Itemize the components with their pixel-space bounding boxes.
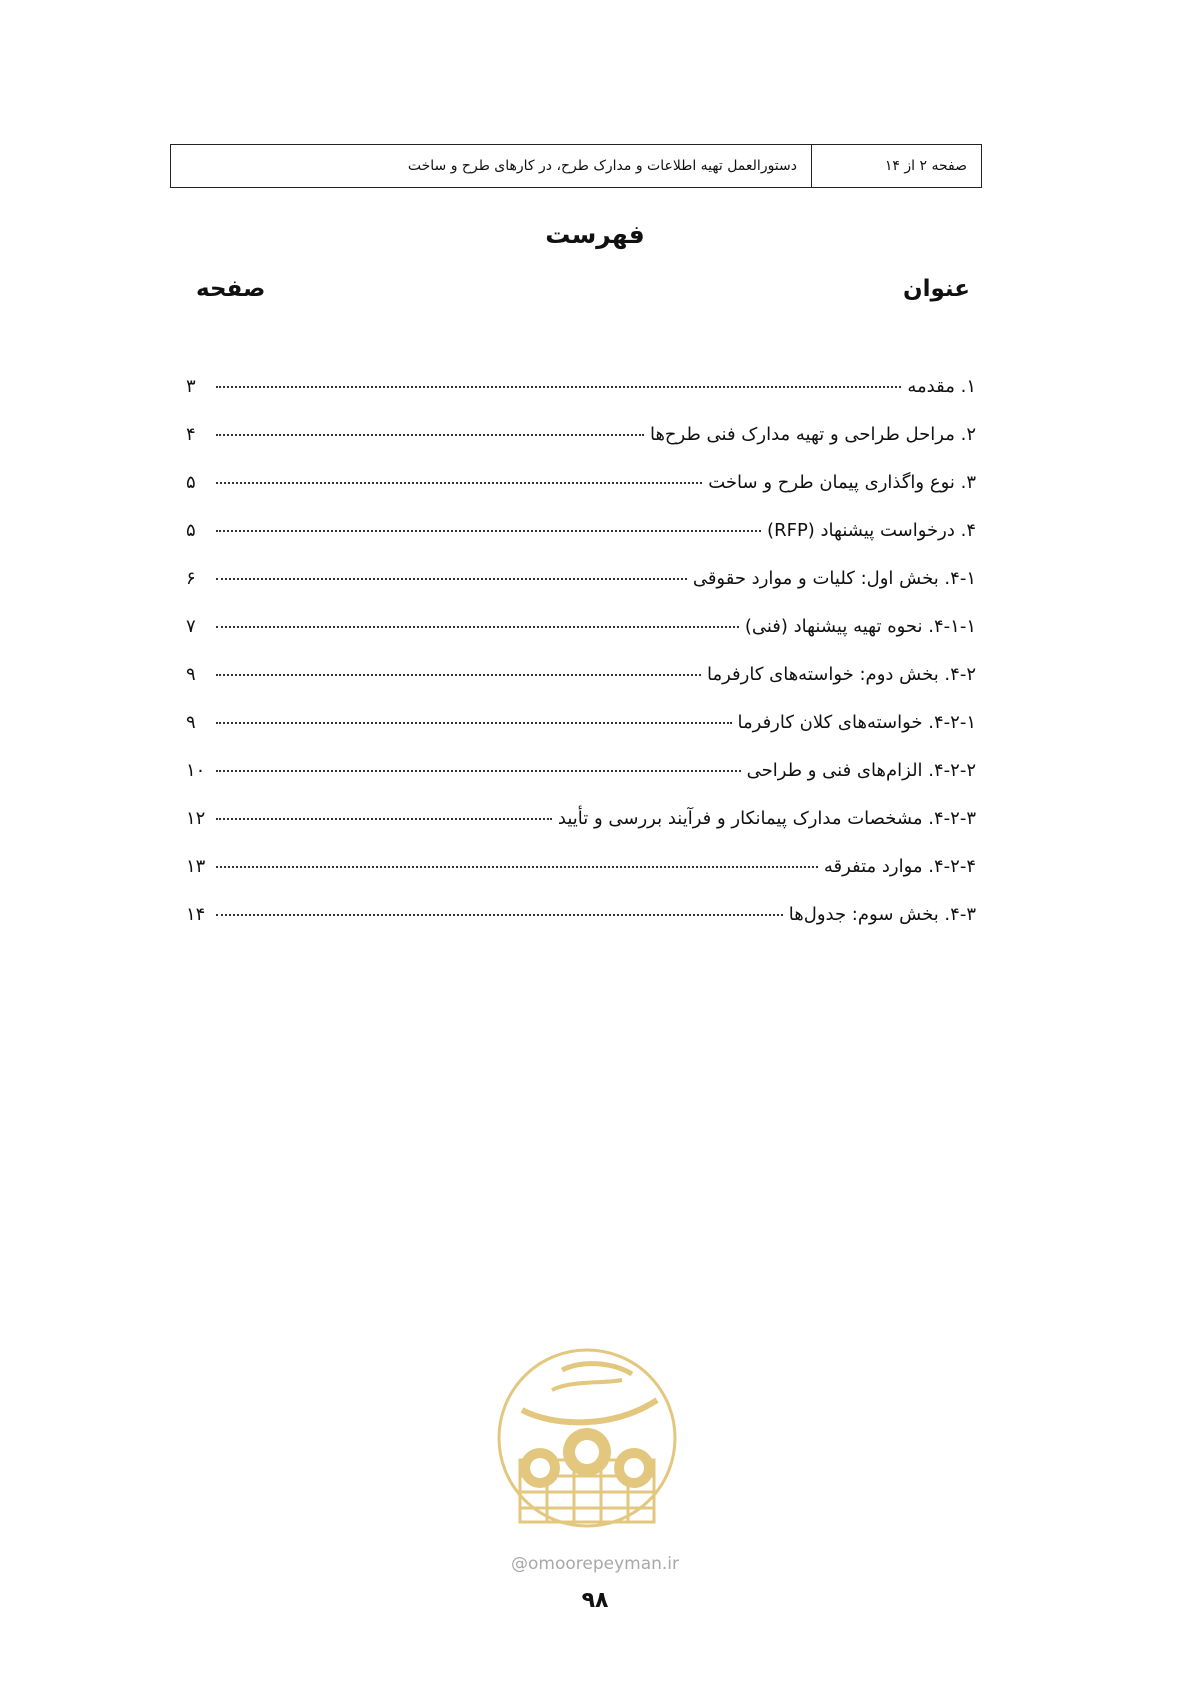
- watermark-url: @omoorepeyman.ir: [510, 1554, 680, 1574]
- toc-dot-leader: [216, 818, 552, 820]
- toc-entry-title: ۴-۳. بخش سوم: جدول‌ها: [788, 904, 976, 925]
- toc-entry[interactable]: [186, 664, 976, 712]
- toc-dot-leader: [216, 434, 644, 436]
- toc-entry[interactable]: [186, 376, 976, 424]
- toc-dot-leader: [216, 770, 741, 772]
- toc-entry-title: ۴-۲-۲. الزام‌های فنی و طراحی: [746, 760, 976, 781]
- page-number: ۹۸: [581, 1588, 609, 1613]
- toc-dot-leader: [216, 386, 901, 388]
- toc-dot-leader: [216, 530, 761, 532]
- toc-dot-leader: [216, 626, 739, 628]
- toc-entry-page: ۹: [186, 664, 196, 685]
- header-table: [170, 144, 982, 188]
- toc-dot-leader: [216, 674, 701, 676]
- toc-dot-leader: [216, 722, 732, 724]
- toc-dot-leader: [216, 866, 818, 868]
- toc-entry[interactable]: [186, 616, 976, 664]
- toc-entry[interactable]: [186, 568, 976, 616]
- toc-entry-title: ۴-۲-۱. خواسته‌های کلان کارفرما: [737, 712, 976, 733]
- toc-heading: فهرست: [545, 220, 645, 249]
- toc-entry[interactable]: [186, 472, 976, 520]
- toc-entry[interactable]: [186, 520, 976, 568]
- toc-entry[interactable]: [186, 856, 976, 904]
- toc-entry-title: ۱. مقدمه: [907, 376, 976, 397]
- toc-entry-page: ۱۳: [186, 856, 206, 877]
- toc-dot-leader: [216, 914, 783, 916]
- watermark-seal-logo: [492, 1340, 682, 1540]
- toc-entry-page: ۳: [186, 376, 196, 397]
- toc-entry-page: ۱۲: [186, 808, 206, 829]
- toc-entry[interactable]: [186, 760, 976, 808]
- toc-entry-title: ۴. درخواست پیشنهاد (RFP): [767, 520, 976, 541]
- toc-entry-title: ۴-۲. بخش دوم: خواسته‌های کارفرما: [706, 664, 976, 685]
- toc-list: [186, 376, 976, 952]
- toc-entry-title: ۴-۱-۱. نحوه تهیه پیشنهاد (فنی): [744, 616, 976, 637]
- toc-entry-title: ۴-۲-۳. مشخصات مدارک پیمانکار و فرآیند بررسی و تأیید: [557, 808, 976, 829]
- toc-page-column-label: صفحه: [196, 276, 266, 302]
- toc-entry[interactable]: [186, 808, 976, 856]
- toc-dot-leader: [216, 482, 702, 484]
- toc-entry-page: ۱۴: [186, 904, 206, 925]
- toc-entry-title: ۴-۱. بخش اول: کلیات و موارد حقوقی: [692, 568, 976, 589]
- toc-entry[interactable]: [186, 904, 976, 952]
- toc-entry-page: ۹: [186, 712, 196, 733]
- header-document-title: دستورالعمل تهیه اطلاعات و مدارک طرح، در کارهای طرح و ساخت: [407, 158, 797, 174]
- toc-title-column-label: عنوان: [902, 276, 970, 302]
- toc-entry-page: ۴: [186, 424, 196, 445]
- toc-entry-page: ۶: [186, 568, 196, 589]
- toc-entry-page: ۵: [186, 520, 196, 541]
- toc-entry-page: ۵: [186, 472, 196, 493]
- toc-entry-page: ۷: [186, 616, 196, 637]
- toc-entry[interactable]: [186, 424, 976, 472]
- header-page-label: صفحه ۲ از ۱۴: [811, 145, 981, 187]
- toc-entry-title: ۴-۲-۴. موارد متفرقه: [823, 856, 976, 877]
- toc-dot-leader: [216, 578, 687, 580]
- toc-entry[interactable]: [186, 712, 976, 760]
- toc-entry-title: ۲. مراحل طراحی و تهیه مدارک فنی طرح‌ها: [649, 424, 976, 445]
- toc-entry-title: ۳. نوع واگذاری پیمان طرح و ساخت: [708, 472, 976, 493]
- toc-entry-page: ۱۰: [186, 760, 206, 781]
